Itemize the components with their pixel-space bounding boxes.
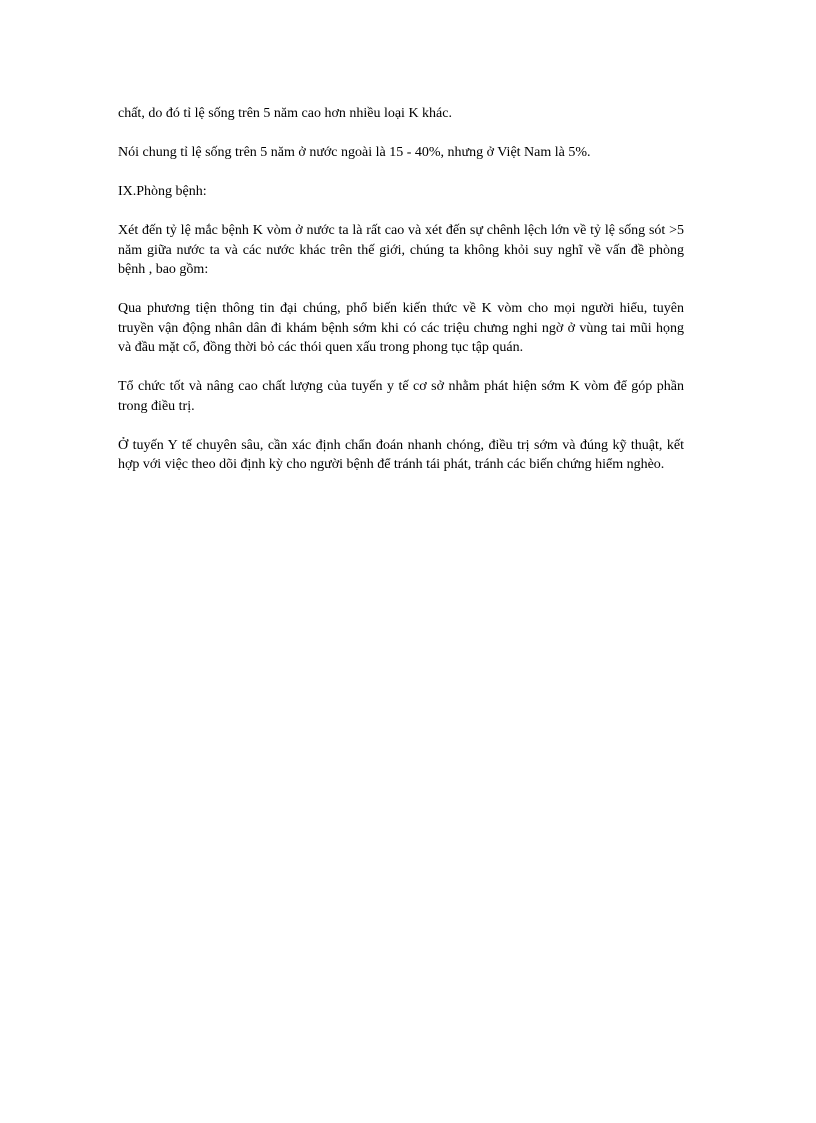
paragraph-specialized-care: Ở tuyến Y tế chuyên sâu, cần xác định chẩn đoán nhanh chóng, điều trị sớm và đúng kỹ thuật, kết hợp với việc theo dõi định kỳ cho người bệnh để tránh tái phát, tránh các biến chứng hiểm nghèo. <box>118 437 684 472</box>
paragraph-public-awareness: Qua phương tiện thông tin đại chúng, phổ biến kiến thức về K vòm cho mọi người hiểu, tuyên truyền vận động nhân dân đi khám bệnh sớm khi có các triệu chưng nghi ngờ ở vùng tai mũi họng và đầu mặt cổ, đồng thời bỏ các thói quen xấu trong phong tục tập quán. <box>118 301 684 355</box>
paragraph-survival-rates: Nói chung tỉ lệ sống trên 5 năm ở nước ngoài là 15 - 40%, nhưng ở Việt Nam là 5%. <box>118 145 591 160</box>
paragraph-prevention-intro: Xét đến tỷ lệ mắc bệnh K vòm ở nước ta là rất cao và xét đến sự chênh lệch lớn về tỷ lệ sống sót >5 năm giữa nước ta và các nước khác trên thế giới, chúng ta không khỏi suy nghĩ về vấn đề phòng bệnh , bao gồm: <box>118 223 684 277</box>
document-body <box>118 104 684 494</box>
paragraph-survival-note: chất, do đó tỉ lệ sống trên 5 năm cao hơn nhiều loại K khác. <box>118 106 452 121</box>
paragraph-grassroots-healthcare: Tổ chức tốt và nâng cao chất lượng của tuyến y tế cơ sở nhằm phát hiện sớm K vòm để góp phần trong điều trị. <box>118 379 684 414</box>
section-heading-prevention: IX.Phòng bệnh: <box>118 184 207 199</box>
